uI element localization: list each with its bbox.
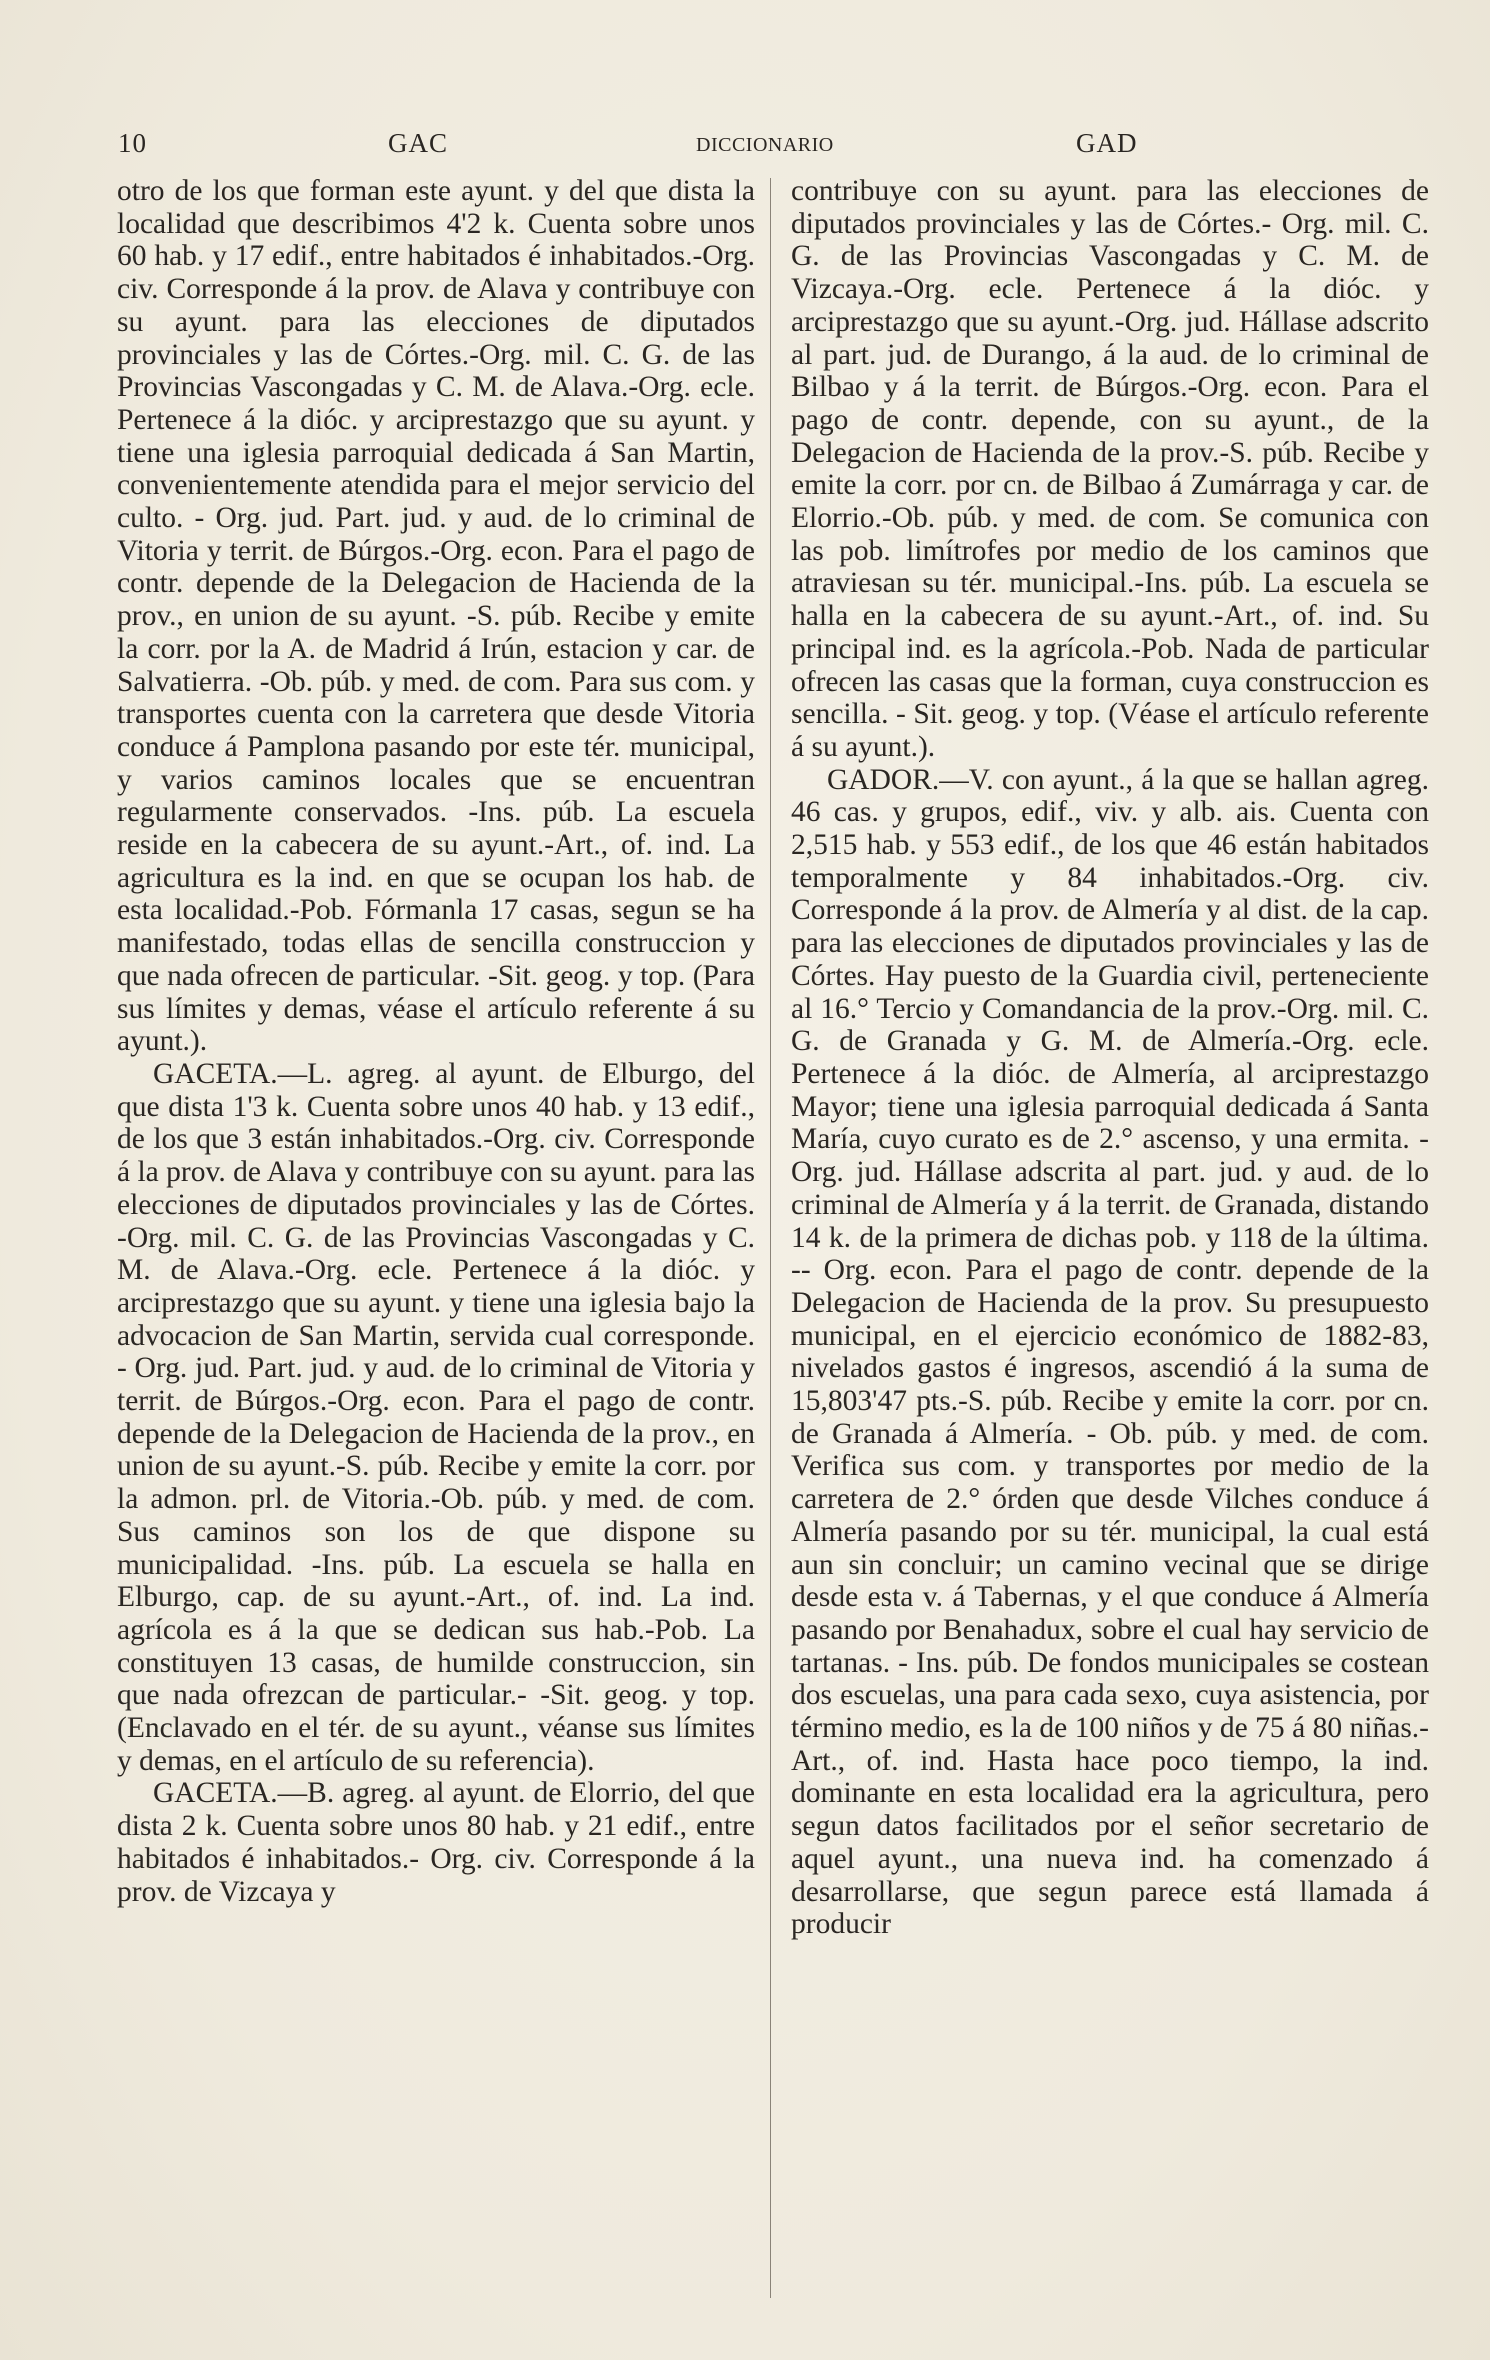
entry-gaceta-elburgo: GACETA.—L. agreg. al ayunt. de Elburgo, del que dista 1'3 k. Cuenta sobre unos 40 hab. y 13 edif., de los que 3 están inhabitados.-Org. civ. Corresponde á la prov. de Alava y contribuye con su ayunt. para las elecciones de diputados provinciales y las de Córtes. -Org. mil. C. G. de las Provincias Vascongadas y C. M. de Alava.-Org. ecle. Pertenece á la dióc. y arciprestazgo que su ayunt. y tiene una iglesia bajo la advocacion de San Martin, servida cual corresponde. - Org. jud. Part. jud. y aud. de lo criminal de Vitoria y territ. de Búrgos.-Org. econ. Para el pago de contr. depende de la Delegacion de Hacienda de la prov., en union de su ayunt.-S. púb. Recibe y emite la corr. por la admon. prl. de Vitoria.-Ob. púb. y med. de com. Sus caminos son los de que dispone su municipalidad. -Ins. púb. La escuela se halla en Elburgo, cap. de su ayunt.-Art., of. ind. La ind. agrícola es á la que se dedican sus hab.-Pob. La constituyen 13 casas, de humilde construccion, sin que nada ofrezcan de particular.- -Sit. geog. y top. (Enclavado en el tér. de su ayunt., véanse sus límites y demas, en el artículo de su referencia). [117,1057,755,1777]
entry-gador: GADOR.—V. con ayunt., á la que se hallan agreg. 46 cas. y grupos, edif., viv. y alb. ais. Cuenta con 2,515 hab. y 553 edif., de los que 46 están habitados temporalmente y 84 inhabitados.-Org. civ. Corresponde á la prov. de Almería y al dist. de la cap. para las elecciones de diputados provinciales y las de Córtes. Hay puesto de la Guardia civil, perteneciente al 16.° Tercio y Comandancia de la prov.-Org. mil. C. G. de Granada y G. M. de Almería.-Org. ecle. Pertenece á la dióc. de Almería, al arciprestazgo Mayor; tiene una iglesia parroquial dedicada á Santa María, cuyo curato es de 2.° ascenso, y una ermita. - Org. jud. Hállase adscrita al part. jud. y aud. de lo criminal de Almería y á la territ. de Granada, distando 14 k. de la primera de dichas pob. y 118 de la última. -- Org. econ. Para el pago de contr. depende de la Delegacion de Hacienda de la prov. Su presupuesto municipal, en el ejercicio económico de 1882-83, nivelados gastos é ingresos, ascendió á la suma de 15,803'47 pts.-S. púb. Recibe y emite la corr. por cn. de Granada á Almería. - Ob. púb. y med. de com. Verifica sus com. y transportes por medio de la carretera de 2.° órden que desde Vilches conduce á Almería pasando por su tér. municipal, la cual está aun sin concluir; un camino vecinal que se dirige desde esta v. á Tabernas, y el que conduce á Almería pasando por Benahadux, sobre el cual hay servicio de tartanas. - Ins. púb. De fondos municipales se costean dos escuelas, una para cada sexo, cuya asistencia, por término medio, es la de 100 niños y de 75 á 80 niñas.-Art., of. ind. Hasta hace poco tiempo, la ind. dominante en esta localidad era la agricultura, pero segun datos facilitados por el señor secretario de aquel ayunt., una nueva ind. ha comenzado á desarrollarse, que segun parece está llamada á producir [791,763,1429,1941]
running-title: DICCIONARIO [696,134,834,156]
right-column [791,175,1429,1941]
page-header [118,128,1148,168]
left-column [117,175,755,1908]
column-divider [770,178,771,2298]
entry-continuation-text: otro de los que forman este ayunt. y del que dista la localidad que describimos 4'2 k. Cuenta sobre unos 60 hab. y 17 edif., entre habitados é inhabitados.-Org. civ. Corresponde á la prov. de Alava y contribuye con su ayunt. para las elecciones de diputados provinciales y las de Córtes.-Org. mil. C. G. de las Provincias Vascongadas y C. M. de Alava.-Org. ecle. Pertenece á la dióc. y arciprestazgo que su ayunt. y tiene una iglesia parroquial dedicada á San Martin, convenientemente atendida para el mejor servicio del culto. - Org. jud. Part. jud. y aud. de lo criminal de Vitoria y territ. de Búrgos.-Org. econ. Para el pago de contr. depende de la Delegacion de Hacienda de la prov., en union de su ayunt. -S. púb. Recibe y emite la corr. por la A. de Madrid á Irún, estacion y car. de Salvatierra. -Ob. púb. y med. de com. Para sus com. y transportes cuenta con la carretera que desde Vitoria conduce á Pamplona pasando por este tér. municipal, y varios caminos locales que se encuentran regularmente conservados. -Ins. púb. La escuela reside en la cabecera de su ayunt.-Art., of. ind. La agricultura es la ind. en que se ocupan los hab. de esta localidad.-Pob. Fórmanla 17 casas, segun se ha manifestado, todas ellas de sencilla construccion y que nada ofrecen de particular. -Sit. geog. y top. (Para sus límites y demas, véase el artículo referente á su ayunt.). [117,175,755,1058]
entry-gaceta-elorrio: GACETA.—B. agreg. al ayunt. de Elorrio, del que dista 2 k. Cuenta sobre unos 80 hab. y 21 edif., entre habitados é inhabitados.- Org. civ. Corresponde á la prov. de Vizcaya y [117,1777,755,1908]
entry-gaceta-elorrio-continued: contribuye con su ayunt. para las elecciones de diputados provinciales y las de Córtes.- Org. mil. C. G. de las Provincias Vascongadas y C. M. de Vizcaya.-Org. ecle. Pertenece á la dióc. y arciprestazgo que su ayunt.-Org. jud. Hállase adscrito al part. jud. de Durango, á la aud. de lo criminal de Bilbao y á la territ. de Búrgos.-Org. econ. Para el pago de contr. depende, con su ayunt., de la Delegacion de Hacienda de la prov.-S. púb. Recibe y emite la corr. por cn. de Bilbao á Zumárraga y car. de Elorrio.-Ob. púb. y med. de com. Se comunica con las pob. limítrofes por medio de los caminos que atraviesan su tér. municipal.-Ins. púb. La escuela se halla en la cabecera de su ayunt.-Art., of. ind. Su principal ind. es la agrícola.-Pob. Nada de particular ofrecen las casas que la forman, cuya construccion es sencilla. - Sit. geog. y top. (Véase el artículo referente á su ayunt.). [791,175,1429,763]
page-number: 10 [118,128,147,158]
left-guide-word: GAC [388,128,449,158]
right-guide-word: GAD [1076,128,1138,158]
